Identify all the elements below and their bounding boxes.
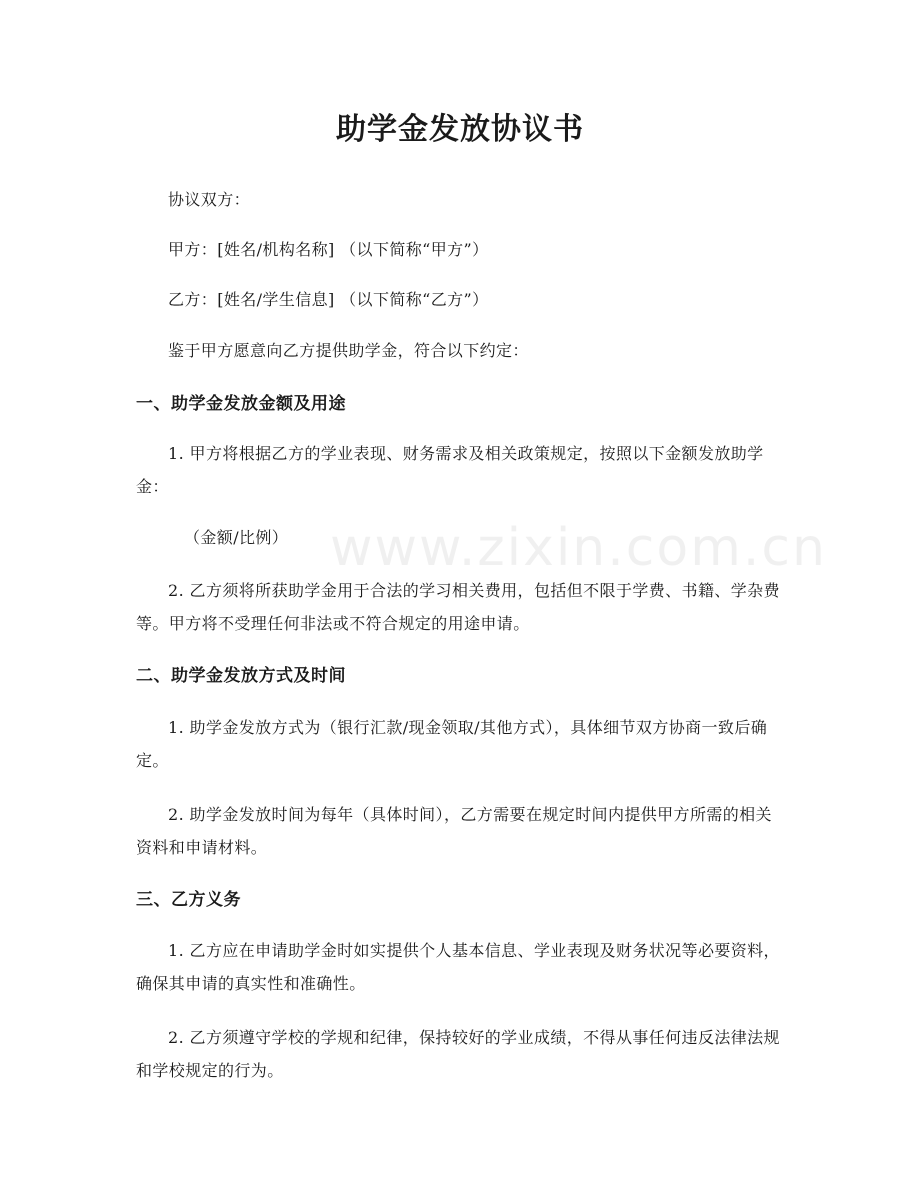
- section-heading-2: 二、助学金发放方式及时间: [136, 666, 346, 686]
- watermark: www.zixin.com.cn: [330, 518, 827, 578]
- party-b-line: 乙方：[姓名/学生信息] （以下简称“乙方”）: [168, 290, 489, 309]
- party-a-line: 甲方：[姓名/机构名称] （以下简称“甲方”）: [168, 240, 489, 259]
- section-heading-3: 三、乙方义务: [136, 890, 241, 910]
- section-1-amount-placeholder: （金额/比例）: [184, 528, 289, 547]
- preamble: 鉴于甲方愿意向乙方提供助学金，符合以下约定：: [168, 341, 529, 360]
- section-1-item-2: 2. 乙方须将所获助学金用于合法的学习相关费用，包括但不限于学费、书籍、学杂费等。甲方将不受理任何非法或不符合规定的用途申请。: [136, 581, 780, 633]
- section-heading-1: 一、助学金发放金额及用途: [136, 394, 346, 414]
- parties-label: 协议双方：: [168, 190, 251, 209]
- section-1-item-1: 1. 甲方将根据乙方的学业表现、财务需求及相关政策规定，按照以下金额发放助学金：: [136, 444, 764, 496]
- section-3-item-2: 2. 乙方须遵守学校的学规和纪律，保持较好的学业成绩，不得从事任何违反法律法规和学校规定的行为。: [136, 1028, 780, 1080]
- section-2-item-1: 1. 助学金发放方式为（银行汇款/现金领取/其他方式），具体细节双方协商一致后确定。: [136, 718, 768, 770]
- document-title: 助学金发放协议书: [336, 112, 584, 147]
- section-3-item-1: 1. 乙方应在申请助学金时如实提供个人基本信息、学业表现及财务状况等必要资料，确保其申请的真实性和准确性。: [136, 941, 780, 993]
- section-2-item-2: 2. 助学金发放时间为每年（具体时间），乙方需要在规定时间内提供甲方所需的相关资料和申请材料。: [136, 805, 772, 857]
